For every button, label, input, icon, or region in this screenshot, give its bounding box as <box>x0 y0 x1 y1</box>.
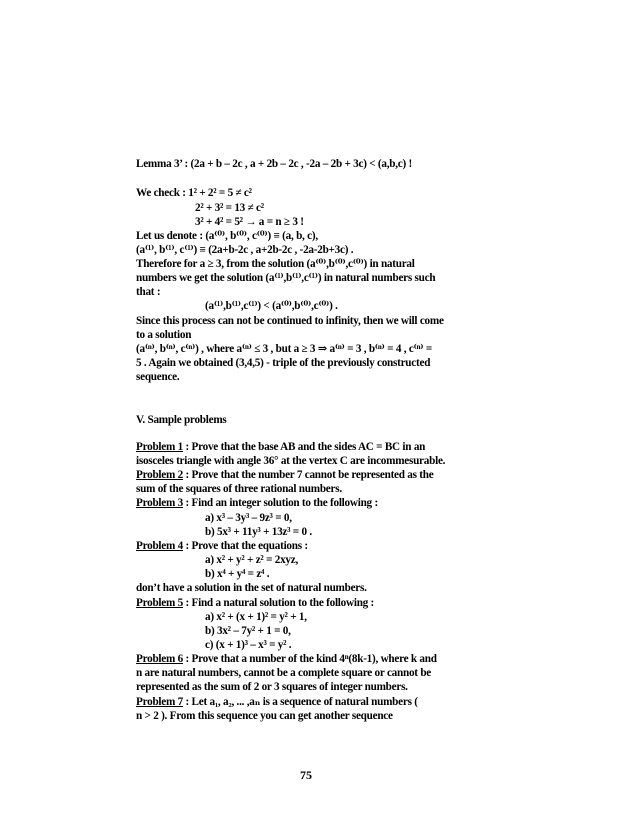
problem-3-label: Problem 3 <box>136 497 183 509</box>
problem-7 <box>136 695 506 709</box>
where-line: (a⁽ⁿ⁾, b⁽ⁿ⁾, c⁽ⁿ⁾) , where a⁽ⁿ⁾ ≤ 3 , but a ≥ 3 ⇒ a⁽ⁿ⁾ = 3 , b⁽ⁿ⁾ = 4 , c⁽ⁿ⁾ = <box>136 343 433 355</box>
inequality-line: (a⁽¹⁾,b⁽¹⁾,c⁽¹⁾) < (a⁽⁰⁾,b⁽⁰⁾,c⁽⁰⁾) . <box>205 300 338 312</box>
that-line: that : <box>136 286 161 298</box>
check-line-3: 3² + 4² = 5² → a = n ≥ 3 ! <box>195 216 304 228</box>
sequence-line: sequence. <box>136 371 180 383</box>
section-heading: V. Sample problems <box>136 414 227 426</box>
problem-4-text: : Prove that the equations : <box>182 540 308 552</box>
problem-4-label: Problem 4 <box>136 540 183 552</box>
problem-7-label: Problem 7 <box>136 696 183 708</box>
problem-5-a: a) x² + (x + 1)² = y² + 1, <box>205 611 307 623</box>
numbers-line: numbers we get the solution (a⁽¹⁾,b⁽¹⁾,c⁽¹⁾) in natural numbers such <box>136 272 436 284</box>
problem-4-b: b) x⁴ + y⁴ = z⁴ . <box>205 568 270 580</box>
problem-5-b: b) 3x² – 7y² + 1 = 0, <box>205 625 291 637</box>
problem-5-c: c) (x + 1)³ – x³ = y² . <box>205 639 292 651</box>
problem-3-b: b) 5x³ + 11y³ + 13z³ = 0 . <box>205 526 312 538</box>
problem-4-a: a) x² + y² + z² = 2xyz, <box>205 554 299 566</box>
denote-line: Let us denote : (a⁽⁰⁾, b⁽⁰⁾, c⁽⁰⁾) ≡ (a, b, c), <box>136 230 318 242</box>
problem-1-line-2: isosceles triangle with angle 36° at the vertex C are incommesurable. <box>136 455 446 467</box>
problem-2 <box>136 468 506 482</box>
problem-6-text: : Prove that a number of the kind 4ⁿ(8k-1), where k and <box>182 653 437 665</box>
problem-7-line-2: n > 2 ). From this sequence you can get another sequence <box>136 710 393 722</box>
page-number: 75 <box>300 768 312 782</box>
problem-3-a: a) x³ – 3y³ – 9z³ = 0, <box>205 512 292 524</box>
lemma-statement: Lemma 3’ : (2a + b – 2c , a + 2b – 2c , -2a – 2b + 3c) < (a,b,c) ! <box>136 158 413 170</box>
problem-3-text: : Find an integer solution to the following : <box>182 497 378 509</box>
problem-1 <box>136 440 506 454</box>
problem-2-text: : Prove that the number 7 cannot be represented as the <box>182 469 434 481</box>
problem-1-text: : Prove that the base AB and the sides AC = BC in an <box>182 441 426 453</box>
problem-4-line-2: don’t have a solution in the set of natural numbers. <box>136 582 367 594</box>
therefore-line: Therefore for a ≥ 3, from the solution (a⁽⁰⁾,b⁽⁰⁾,c⁽⁰⁾) in natural <box>136 258 415 270</box>
problem-6-label: Problem 6 <box>136 653 183 665</box>
problem-2-line-2: sum of the squares of three rational numbers. <box>136 483 342 495</box>
problem-2-label: Problem 2 <box>136 469 183 481</box>
problem-5-text: : Find a natural solution to the following : <box>182 597 375 609</box>
problem-4 <box>136 539 506 553</box>
check-line-2: 2² + 3² = 13 ≠ c² <box>195 202 264 214</box>
solution-line: to a solution <box>136 329 192 341</box>
since-line: Since this process can not be continued to infinity, then we will come <box>136 315 444 327</box>
problem-5 <box>136 596 506 610</box>
problem-5-label: Problem 5 <box>136 597 183 609</box>
denote-line-2: (a⁽¹⁾, b⁽¹⁾, c⁽¹⁾) ≡ (2a+b-2c , a+2b-2c , -2a-2b+3c) . <box>136 244 354 256</box>
problem-7-text: : Let a₁, a₂, ... ,aₙ is a sequence of natural numbers ( <box>182 696 418 708</box>
problem-6-line-2: n are natural numbers, cannot be a complete square or cannot be <box>136 667 432 679</box>
problem-3 <box>136 496 506 510</box>
again-line: 5 . Again we obtained (3,4,5) - triple of the previously constructed <box>136 357 431 369</box>
problem-6-line-3: represented as the sum of 2 or 3 squares of integer numbers. <box>136 681 408 693</box>
check-line-1: We check : 1² + 2² = 5 ≠ c² <box>136 187 252 199</box>
problem-1-label: Problem 1 <box>136 441 183 453</box>
problem-6 <box>136 652 506 666</box>
